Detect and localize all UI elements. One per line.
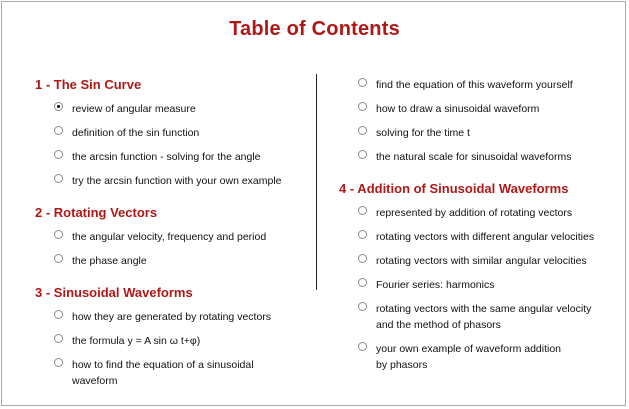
toc-item-label: how they are generated by rotating vectors: [72, 311, 272, 323]
radio-button-selected[interactable]: [54, 102, 63, 111]
toc-item-label: try the arcsin function with your own example: [72, 175, 282, 187]
radio-button[interactable]: [54, 230, 63, 239]
toc-item-label-line1: rotating vectors with the same angular velocity: [376, 303, 592, 315]
toc-item-label-line2: waveform: [72, 375, 118, 387]
toc-panel: [1, 1, 626, 406]
toc-item-label: rotating vectors with different angular velocities: [376, 231, 595, 243]
radio-button[interactable]: [358, 150, 367, 159]
toc-item-label: [376, 341, 561, 373]
toc-item-label: the phase angle: [72, 255, 147, 267]
toc-item-label: review of angular measure: [72, 103, 196, 115]
section-heading-addition: 4 - Addition of Sinusoidal Waveforms: [339, 181, 569, 196]
radio-button[interactable]: [54, 310, 63, 319]
toc-item-label: the arcsin function - solving for the angle: [72, 151, 261, 163]
radio-button[interactable]: [358, 278, 367, 287]
radio-button[interactable]: [54, 126, 63, 135]
section-heading-sinusoidal-waveforms: 3 - Sinusoidal Waveforms: [35, 285, 193, 300]
radio-button[interactable]: [358, 342, 367, 351]
radio-button[interactable]: [358, 126, 367, 135]
toc-item-label: Fourier series: harmonics: [376, 279, 495, 291]
toc-item-label: find the equation of this waveform yourself: [376, 79, 573, 91]
toc-item-label-line2: by phasors: [376, 359, 428, 371]
toc-item-label: definition of the sin function: [72, 127, 200, 139]
toc-item-label: represented by addition of rotating vectors: [376, 207, 573, 219]
radio-button[interactable]: [54, 174, 63, 183]
toc-item-label: [376, 301, 591, 333]
toc-item-label: [72, 357, 254, 389]
radio-button[interactable]: [54, 150, 63, 159]
radio-button[interactable]: [358, 78, 367, 87]
toc-item-label: rotating vectors with similar angular velocities: [376, 255, 587, 267]
radio-button[interactable]: [54, 254, 63, 263]
toc-item-label: the angular velocity, frequency and period: [72, 231, 267, 243]
section-heading-sin-curve: 1 - The Sin Curve: [35, 77, 142, 92]
toc-item-label: the natural scale for sinusoidal waveforms: [376, 151, 572, 163]
radio-button[interactable]: [358, 102, 367, 111]
toc-item-label: solving for the time t: [376, 127, 470, 139]
radio-button[interactable]: [358, 230, 367, 239]
page-title: Table of Contents: [229, 18, 400, 40]
toc-item-label-line1: your own example of waveform addition: [376, 343, 562, 355]
radio-button[interactable]: [358, 206, 367, 215]
toc-item-label: the formula y = A sin ω t+φ): [72, 335, 201, 347]
toc-item-label-line2: and the method of phasors: [376, 319, 501, 331]
radio-button[interactable]: [358, 254, 367, 263]
radio-button[interactable]: [54, 334, 63, 343]
toc-item-label-line1: how to find the equation of a sinusoidal: [72, 359, 254, 371]
section-heading-rotating-vectors: 2 - Rotating Vectors: [35, 205, 158, 220]
radio-button[interactable]: [54, 358, 63, 367]
column-divider: [316, 74, 317, 290]
radio-button[interactable]: [358, 302, 367, 311]
toc-item-label: how to draw a sinusoidal waveform: [376, 103, 540, 115]
